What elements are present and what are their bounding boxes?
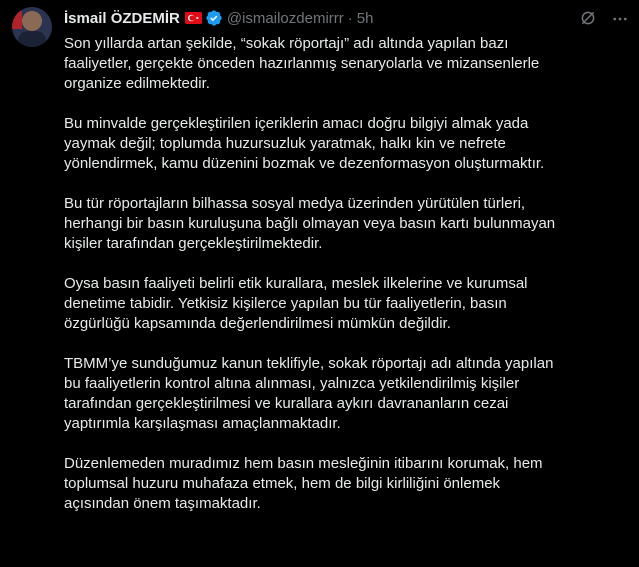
tweet-paragraph: TBMM’ye sunduğumuz kanun teklifiyle, sokak röportajı adı altında yapılan bu faaliyetlerin kontrol altına alınması, yalnızca yetkilendirilmiş kişiler tarafından gerçekleştirilmesi ve kurallara aykırı davrananların cezai yaptırımla karşılaşması amaçlanmaktadır.: [64, 355, 554, 432]
avatar-flag-decoration: [12, 11, 22, 29]
timestamp[interactable]: 5h: [356, 9, 374, 27]
tweet-header: [64, 8, 629, 28]
avatar-figure: [18, 31, 46, 47]
tweet-paragraph: Bu tür röportajların bilhassa sosyal medya üzerinden yürütülen türleri, herhangi bir basın kuruluşuna bağlı olmayan veya basın kartı bulunmayan kişiler tarafından gerçekleştirilmektedir.: [64, 195, 556, 252]
author-name[interactable]: İsmail ÖZDEMİR: [64, 9, 180, 27]
avatar[interactable]: [12, 7, 52, 47]
grok-icon[interactable]: [579, 9, 597, 27]
tweet-text: [64, 34, 630, 534]
tweet-paragraph: Son yıllarda artan şekilde, “sokak röportajı” adı altında yapılan bazı faaliyetler, gerçekte önceden hazırlanmış senaryolarla ve mizansenlerle organize edilmektedir.: [64, 35, 540, 92]
more-options-icon[interactable]: [611, 10, 629, 28]
author-handle[interactable]: @ismailozdemirrr: [226, 9, 344, 27]
separator-dot: ·: [347, 9, 353, 27]
verified-badge-icon[interactable]: [205, 9, 223, 27]
tweet-paragraph: Bu minvalde gerçekleştirilen içeriklerin amacı doğru bilgiyi almak yada yaymak değil; toplumda huzursuzluk yaratmak, halkı kin ve nefrete yönlendirmek, kamu düzenini bozmak ve dezenformasyon oluşturmaktır.: [64, 115, 545, 172]
tweet-paragraph: Düzenlemeden muradımız hem basın mesleğinin itibarını korumak, hem toplumsal huzuru muhafaza etmek, hem de bilgi kirliliğini önlemek açısından önem taşımaktadır.: [64, 455, 543, 512]
tweet-paragraph: Oysa basın faaliyeti belirli etik kurallara, meslek ilkelerine ve kurumsal denetime tabidir. Yetkisiz kişilerce yapılan bu tür faaliyetlerin, basın özgürlüğü kapsamında değerlendirilmesi mümkün değildir.: [64, 275, 528, 332]
turkey-flag-icon: [185, 12, 202, 24]
